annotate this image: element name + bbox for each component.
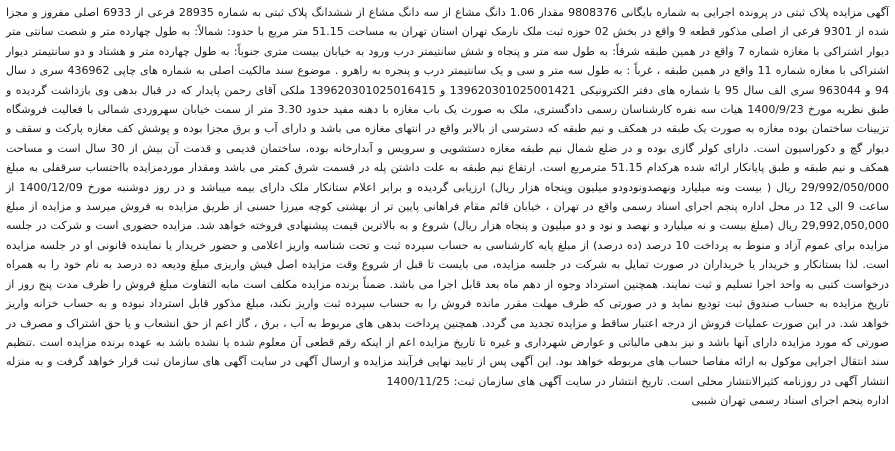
notice-body: آگهی مزایده پلاک ثبتی در پرونده اجرایی به شماره بایگانی 9808376 مقدار 1.06 دانگ مشاع از سه دانگ مشاع از ششدانگ پلاک ثبتی به شماره 28935 فرعی از 6933 اصلی مفروز و مجزا شده از 9301 فرعی از اصلی مذکور قطعه 9 واقع در بخش 02 حوزه ثبت ملک نارمک تهران استان تهران به مساحت 51.15 متر مربع با حدود: شمالاً: به طول چهارده متر و شصت سانتی متر دیوار اشتراکی با مغازه شماره 7 واقع در همین طبقه شرقاً: به طول سه متر و پنجاه و شش سانتیمتر درب ورود به خیابان بیست متری جنوباً: به طول چهارده متر و هشتاد و دو سانتیمتر دیوار اشتراکی با مغازه شماره 11 واقع در همین طبقه ، غرباً : به طول سه متر و سی و یک سانتیمتر درب و پنجره به راهرو . موضوع سند مالکیت اصلی به شماره های چاپی 436962 سری د سال 94 و 963044 سری الف سال 95 با شماره های دفتر الکترونیکی 139620301025001421 و 139620301025016415 ملکی آقای رحمن پایدار که در قبال بدهی وی بازداشت گردیده و طبق نظریه مورخ 1400/9/23 هیات سه نفره کارشناسان رسمی دادگستری، ملک به صورت یک باب مغازه با دهنه مفید حدود 3.30 متر از سمت خیابان سهروردی شمالی با فعالیت فروشگاه تزیینات ساختمان بوده مغازه به صورت یک طبقه در همکف و نیم طبقه که دسترسی از بالابر واقع در انتهای مغازه می باشد و دارای آب و برق مجزا بوده و پوشش کف مغازه پارکت و سقف و دیوار گچ و دکوراسیون است. دارای کولر گازی بوده و در ضلع شمال نیم طبقه مغازه دستشویی و سرویس و آبدارخانه بوده، ساختمان قدیمی و قدمت آن بیش از 30 سال است و مساحت همکف و نیم طبقه و طبق پایانکار ارائه شده هرکدام 51.15 مترمربع است. ارتفاع نیم طبقه به علت داشتن پله در قسمت شرق کمتر می باشد ومقدار موردمزایده بااحتساب سرقفلی به مبلغ 29/992/050/000 ریال ( بیست ونه میلیارد ونهصدونودودو میلیون وپنجاه هزار ریال) ارزیابی گردیده و برابر اعلام ستانکار ملک دارای بیمه میباشد و در روز دوشنبه مورخ 1400/12/09 از ساعت 9 الی 12 در محل اداره پنجم اجرای اسناد رسمی واقع در تهران ، خیابان قائم مقام فراهانی پایین تر از بهشتی کوچه میرزا حسنی از طریق مزایده به فروش میرسد و مزایده از مبلغ 29,992,050,000 ریال (مبلغ بیست و نه میلیارد و نهصد و نود و دو میلیون و پنجاه هزار ریال) شروع و به بالاترین قیمت پیشنهادی فروخته خواهد شد. مزایده حضوری است و شرکت در جلسه مزایده برای عموم آزاد و منوط به پرداخت 10 درصد (ده درصد) از مبلغ پایه کارشناسی به حساب سپرده ثبت و تحت شناسه واریز اعلامی و حضور خریدار یا نماینده قانونی او در جلسه مزایده است. لذا بستانکار و خریدار یا خریداران در صورت تمایل به شرکت در جلسه مزایده، می بایست تا قبل از شروع وقت مزایده اصل فیش واریزی مبلغ ودیعه ده درصد به نام خود را به همراه درخواست کتبی به واحد اجرا تسلیم و ثبت نمایند. همچنین استرداد وجوه از دهم ماه بعد قابل اجرا می باشد. ضمناً برنده مزایده مکلف است مابه التفاوت مبلغ فروش را ظرف مدت پنج روز از تاریخ مزایده به حساب صندوق ثبت تودیع نماید و در صورتی که ظرف مهلت مقرر مانده فروش را به حساب سپرده ثبت واریز نکند، مبلغ مذکور قابل استرداد نبوده و به حساب خزانه واریز خواهد شد. در این صورت عملیات فروش از درجه اعتبار ساقط و مزایده تجدید می گردد. همچنین پرداخت بدهی های مربوط به آب ، برق ، گاز اعم از حق انشعاب و یا حق اشتراک و مصرف در صورتی که مورد مزایده دارای آنها باشد و نیز بدهی مالیاتی و عوارض شهرداری و غیره تا تاریخ مزایده اعم از اینکه رقم قطعی آن معلوم شده یا نشده باشد به عهده برنده مزایده است .تنظیم سند انتقال اجرایی موکول به ارائه مفاصا حساب های مربوطه خواهد بود. این آگهی پس از تایید نهایی فرآیند مزایده و ارسال آگهی در سایت آگهی های سازمان ثبت قرار خواهد گرفت و به منزله انتشار آگهی در روزنامه کثیرالانتشار محلی است. تاریخ انتشار در سایت آگهی های سازمان ثبت: 1400/11/25: [6, 6, 890, 388]
notice-signature: اداره پنجم اجرای اسناد رسمی تهران شببی: [691, 394, 889, 408]
